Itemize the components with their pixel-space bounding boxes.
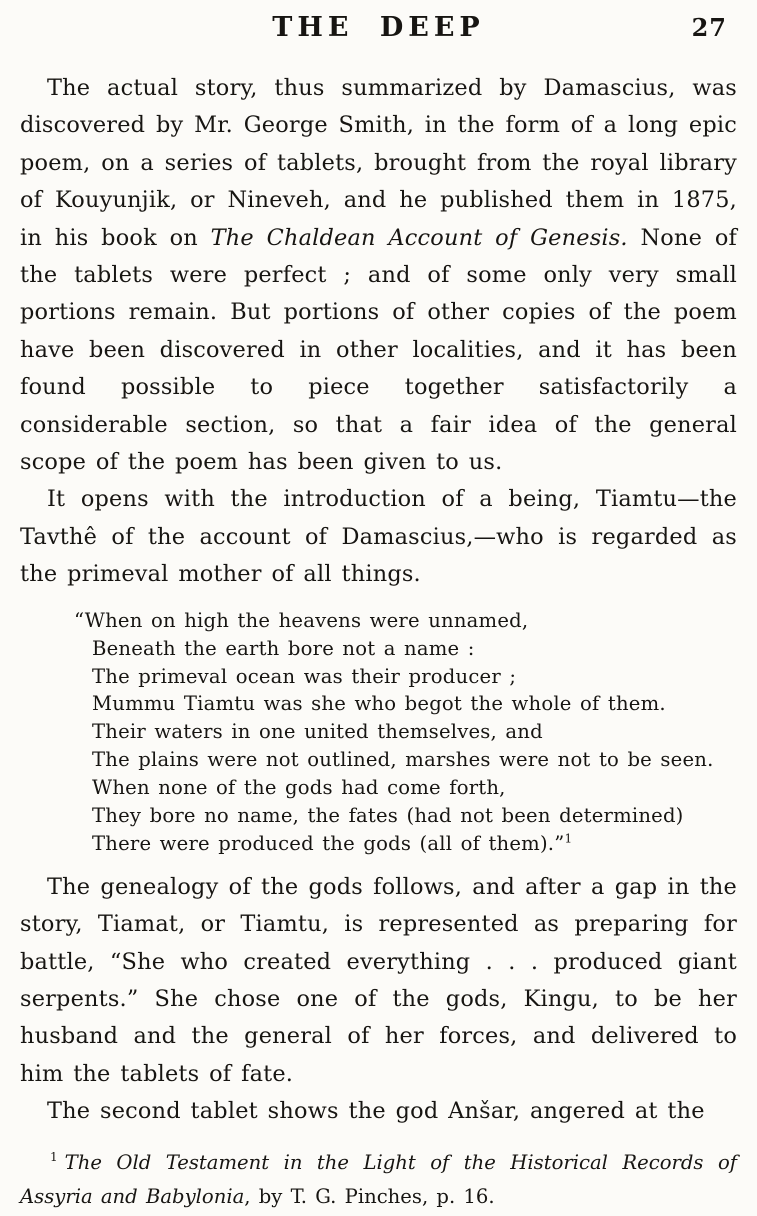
page-header bbox=[20, 10, 737, 50]
paragraph-1 bbox=[20, 70, 737, 481]
poem-quote bbox=[74, 607, 737, 858]
poem-line: The plains were not outlined, marshes were not to be seen. bbox=[92, 748, 714, 772]
poem-line: Their waters in one united themselves, and bbox=[92, 720, 543, 744]
poem-line: The primeval ocean was their producer ; bbox=[92, 664, 517, 688]
poem-line: Mummu Tiamtu was she who begot the whole of them. bbox=[92, 692, 666, 716]
footnote-reference: 1 bbox=[564, 831, 573, 846]
footnote-marker: 1 bbox=[50, 1150, 58, 1165]
paragraph-1-text: The actual story, thus summarized by Damascius, was discovered by Mr. George Smith, in the form of a long epic poem, on a series of tablets, brought from the royal library of Kouyunjik, or Nineveh, and he published them in 1875, in his book on bbox=[20, 75, 737, 251]
footnote bbox=[20, 1146, 737, 1214]
poem-line: When none of the gods had come forth, bbox=[92, 776, 506, 800]
paragraph-1-text-after: None of the tablets were perfect ; and of some only very small portions remain. But portions of other copies of the poem have been discovered in other localities, and it has been found possible to piece together satisfactorily a considerable section, so that a fair idea of the general scope of the poem has been given to us. bbox=[20, 224, 737, 476]
footnote-rest: , by T. G. Pinches, p. 16. bbox=[244, 1184, 495, 1208]
poem-line: Beneath the earth bore not a name : bbox=[92, 636, 475, 660]
paragraph-3: The genealogy of the gods follows, and after a gap in the story, Tiamat, or Tiamtu, is represented as preparing for battle, “She who created everything . . . produced giant serpents.” She chose one of the gods, Kingu, to be her husband and the general of her forces, and delivered to him the tablets of fate. bbox=[20, 873, 737, 1087]
poem-line-text: There were produced the gods (all of them).” bbox=[92, 831, 565, 855]
poem-line: “When on high the heavens were unnamed, bbox=[74, 608, 529, 632]
footnote-title-italic: The Old Testament in the Light of the Historical Records of Assyria and Babylonia bbox=[20, 1150, 737, 1208]
book-title-italic: The Chaldean Account of Genesis. bbox=[210, 224, 628, 251]
poem-line bbox=[92, 830, 737, 858]
paragraph-2: It opens with the introduction of a being, Tiamtu—the Tavthê of the account of Damascius,—who is regarded as the primeval mother of all things. bbox=[20, 486, 737, 588]
page-number: 27 bbox=[691, 13, 727, 42]
poem-line: They bore no name, the fates (had not been determined) bbox=[92, 804, 684, 828]
running-title: THE DEEP bbox=[272, 12, 485, 43]
paragraph-4: The second tablet shows the god Anšar, angered at the bbox=[47, 1098, 705, 1125]
